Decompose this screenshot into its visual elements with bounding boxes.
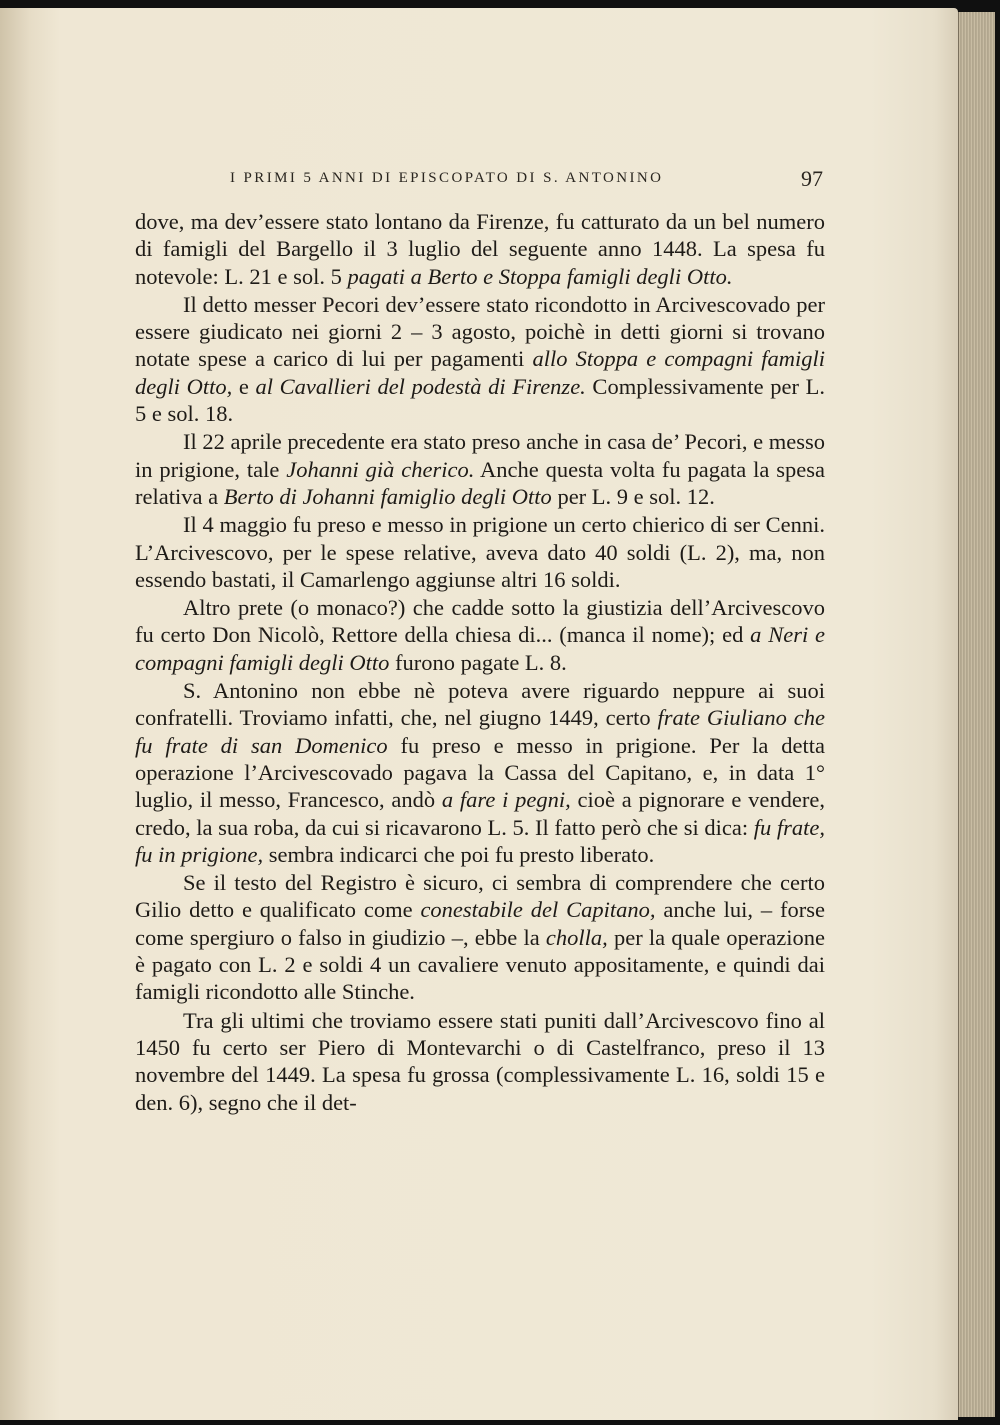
book-page [0,8,958,1420]
text-segment: e [232,373,256,399]
italic-segment: pagati a Berto e Stoppa famigli degli Otto. [347,263,733,289]
italic-segment: a Neri e compagni famigli degli Otto [135,622,825,675]
page-number: 97 [801,166,823,191]
text-segment: anche lui, – forse come spergiuro o falso in giudizio –, ebbe la [135,897,825,950]
paragraph-7 [135,869,825,1005]
italic-segment: frate Giuliano che fu frate di san Domenico [135,705,825,758]
italic-segment: conestabile del Capitano, [420,897,656,923]
italic-segment: Johanni già cherico. [286,456,475,482]
italic-segment: a fare i pegni, [441,787,571,813]
italic-segment: allo Stoppa e compagni famigli degli Otto, [135,346,825,399]
page-edges [958,12,995,1417]
paragraph-3 [135,428,825,510]
text-segment: dove, ma dev’essere stato lontano da Firenze, fu catturato da un bel numero di famigli del Bargello il 3 luglio del seguente anno 1448. La spesa fu notevole: L. 21 e sol. 5 [135,209,825,289]
paragraph-8 [135,1007,825,1116]
paragraph-1 [135,208,825,290]
paragraph-4 [135,511,825,593]
text-segment: furono pagate L. 8. [389,649,567,675]
running-head-title: I PRIMI 5 ANNI DI EPISCOPATO DI S. ANTONINO [230,170,664,186]
text-segment: cioè a pignorare e vendere, credo, la sua roba, da cui si ricavarono L. 5. Il fatto però che si dica: [135,787,825,840]
body-text [135,208,825,1117]
italic-segment: fu frate, fu in prigione, [135,814,825,867]
italic-segment: cholla, [545,924,608,950]
paragraph-6 [135,677,825,868]
text-segment: S. Antonino non ebbe nè poteva avere riguardo neppure ai suoi confratelli. Troviamo infatti, che, nel giugno 1449, certo [135,678,825,731]
text-segment: Il 22 aprile precedente era stato preso anche in casa de’ Pecori, e messo in prigione, tale [135,429,825,482]
paragraph-5 [135,594,825,676]
italic-segment: Berto di Johanni famiglio degli Otto [223,483,552,509]
text-segment: Complessivamente per L. 5 e sol. 18. [135,373,825,427]
text-segment: fu preso e messo in prigione. Per la detta operazione l’Arcivescovado pagava la Cassa del Capitano, e, in data 1° luglio, il messo, Francesco, andò [135,732,825,813]
text-segment: per L. 9 e sol. 12. [551,483,715,509]
text-segment: Altro prete (o monaco?) che cadde sotto la giustizia dell’Arcivescovo fu certo Don Nicolò, Rettore della chiesa di... (manca il nome); ed [135,595,825,648]
text-segment: Anche questa volta fu pagata la spesa relativa a [135,456,825,509]
text-segment: sembra indicarci che poi fu presto liberato. [263,841,655,867]
text-segment: Se il testo del Registro è sicuro, ci sembra di comprendere che certo Gilio detto e qualificato come [135,870,825,923]
text-segment: Il detto messer Pecori dev’essere stato ricondotto in Arcivescovado per essere giudicato nei giorni 2 – 3 agosto, poichè in detti giorni si trovano notate spese a carico di lui per pagamenti [135,291,825,372]
running-head [135,166,825,194]
text-segment: Tra gli ultimi che troviamo essere stati puniti dall’Arcivescovo fino al 1450 fu certo ser Piero di Montevarchi o di Castelfranco, preso il 13 novembre del 1449. La spesa fu grossa (complessivamente L. 16, soldi 15 e den. 6), segno che il det- [135,1007,825,1115]
text-segment: Il 4 maggio fu preso e messo in prigione un certo chierico di ser Cenni. L’Arcivescovo, per le spese relative, aveva dato 40 soldi (L. 2), ma, non essendo bastati, il Camarlengo aggiunse altri 16 soldi. [135,512,825,592]
text-segment: per la quale operazione è pagato con L. 2 e soldi 4 un cavaliere venuto appositamente, e quindi dai famigli ricondotto alle Stinche. [135,924,825,1005]
paragraph-2 [135,291,825,427]
italic-segment: al Cavallieri del podestà di Firenze. [255,373,586,399]
